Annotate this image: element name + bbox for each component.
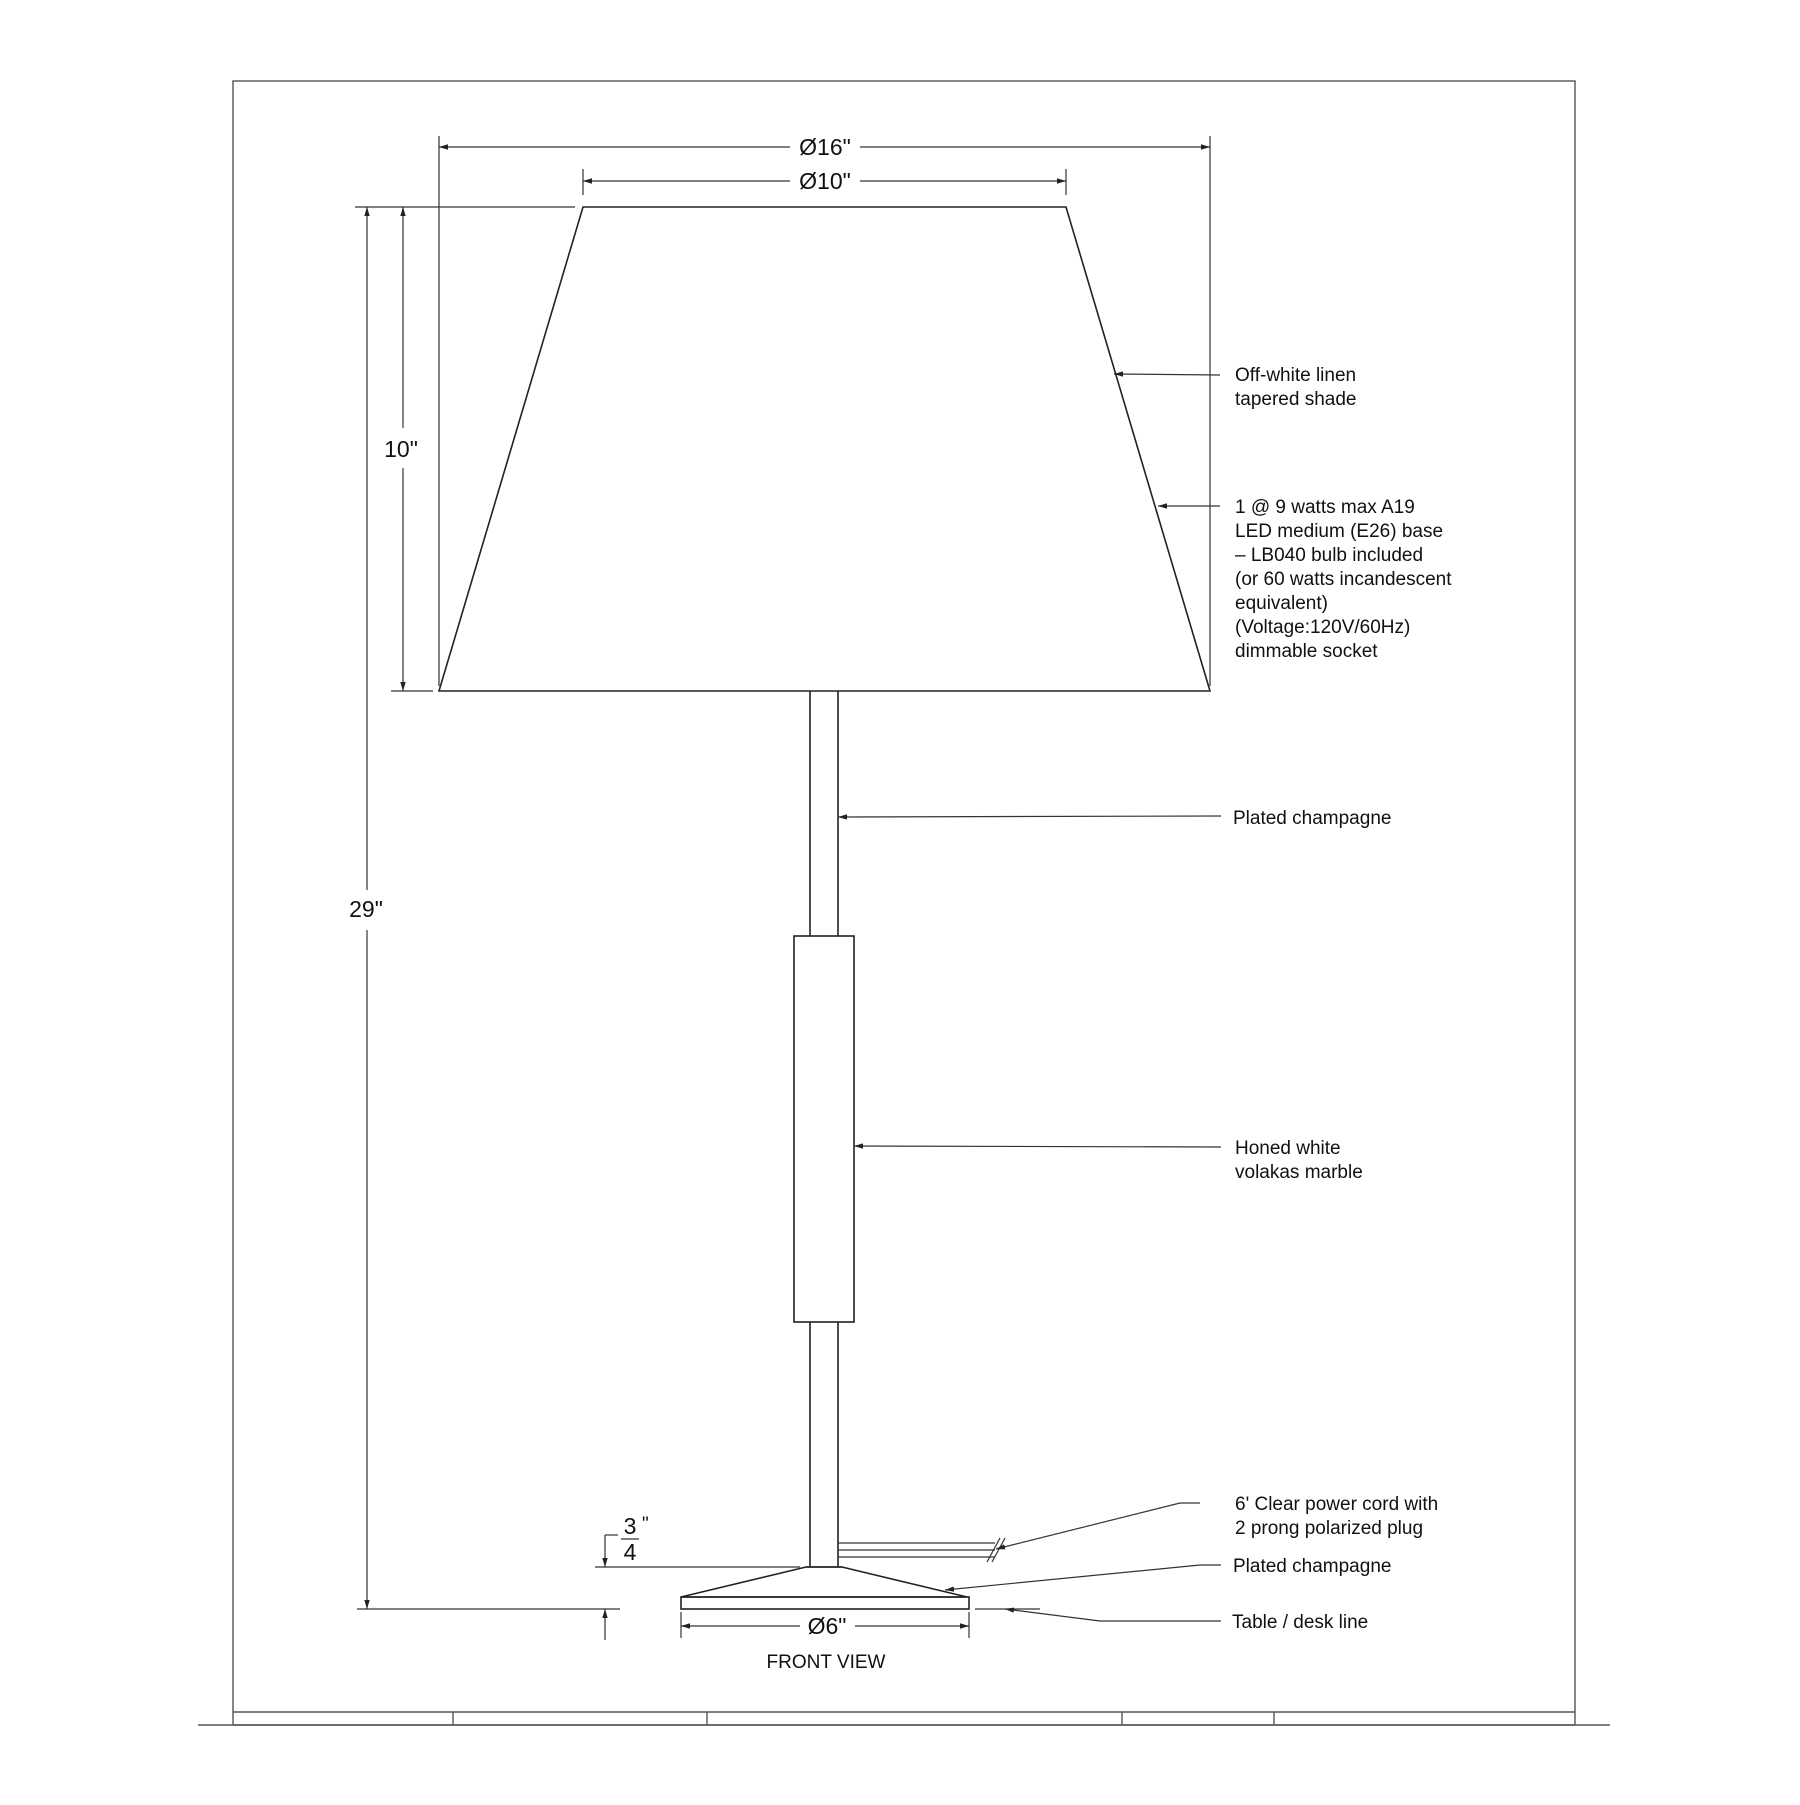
dimension-shade-top-diameter [583, 168, 1066, 195]
callout-marble [1235, 1138, 1363, 1183]
callout-bulb-line-6: (Voltage:120V/60Hz) [1235, 617, 1411, 638]
callout-marble-line-2: volakas marble [1235, 1162, 1363, 1183]
power-cord [838, 1538, 1005, 1562]
callout-table [1232, 1612, 1368, 1633]
callout-table-line-1: Table / desk line [1232, 1612, 1369, 1633]
callout-cord-line-2: 2 prong polarized plug [1235, 1518, 1424, 1539]
drawing-frame [198, 81, 1610, 1725]
callout-bulb-line-4: (or 60 watts incandescent [1235, 569, 1452, 590]
dimension-shade-height [355, 207, 575, 691]
base-thickness-numerator: 3 [623, 1513, 637, 1539]
callout-bulb-line-2: LED medium (E26) base [1235, 521, 1444, 542]
callout-shade [1235, 365, 1357, 410]
shade-bottom-diameter-label: Ø16" [799, 134, 851, 160]
base-thickness-unit: " [642, 1514, 649, 1535]
dimension-overall-height [349, 207, 383, 1609]
callout-base [1233, 1556, 1391, 1577]
dimension-base-diameter [681, 1612, 969, 1639]
shade-top-diameter-label: Ø10" [799, 168, 851, 194]
base-thickness-denominator: 4 [623, 1539, 637, 1565]
callout-bulb [1235, 497, 1452, 662]
overall-height-label: 29" [349, 896, 383, 922]
lower-stem [806, 1322, 842, 1567]
callout-bulb-line-1: 1 @ 9 watts max A19 [1235, 497, 1415, 518]
base-diameter-label: Ø6" [807, 1613, 847, 1639]
shade-height-label: 10" [384, 436, 418, 462]
callout-shade-line-2: tapered shade [1235, 389, 1357, 410]
view-label: FRONT VIEW [766, 1652, 886, 1673]
upper-stem [810, 691, 838, 936]
callout-marble-line-1: Honed white [1235, 1138, 1341, 1159]
callout-bulb-line-7: dimmable socket [1235, 641, 1378, 662]
lamp-shade [439, 207, 1210, 691]
callout-upper-stem [1233, 808, 1391, 829]
callout-cord [1235, 1494, 1438, 1539]
callout-base-line-1: Plated champagne [1233, 1556, 1392, 1577]
callout-cord-line-1: 6' Clear power cord with [1235, 1494, 1439, 1515]
lamp-base [681, 1567, 969, 1609]
marble-column [794, 936, 854, 1322]
callout-upper-stem-line-1: Plated champagne [1233, 808, 1392, 829]
dimension-shade-bottom-diameter [439, 134, 1210, 686]
callout-bulb-line-5: equivalent) [1235, 593, 1328, 614]
callout-bulb-line-3: – LB040 bulb included [1235, 545, 1424, 566]
callout-shade-line-1: Off-white linen [1235, 365, 1357, 386]
callout-leaders [838, 374, 1221, 1621]
